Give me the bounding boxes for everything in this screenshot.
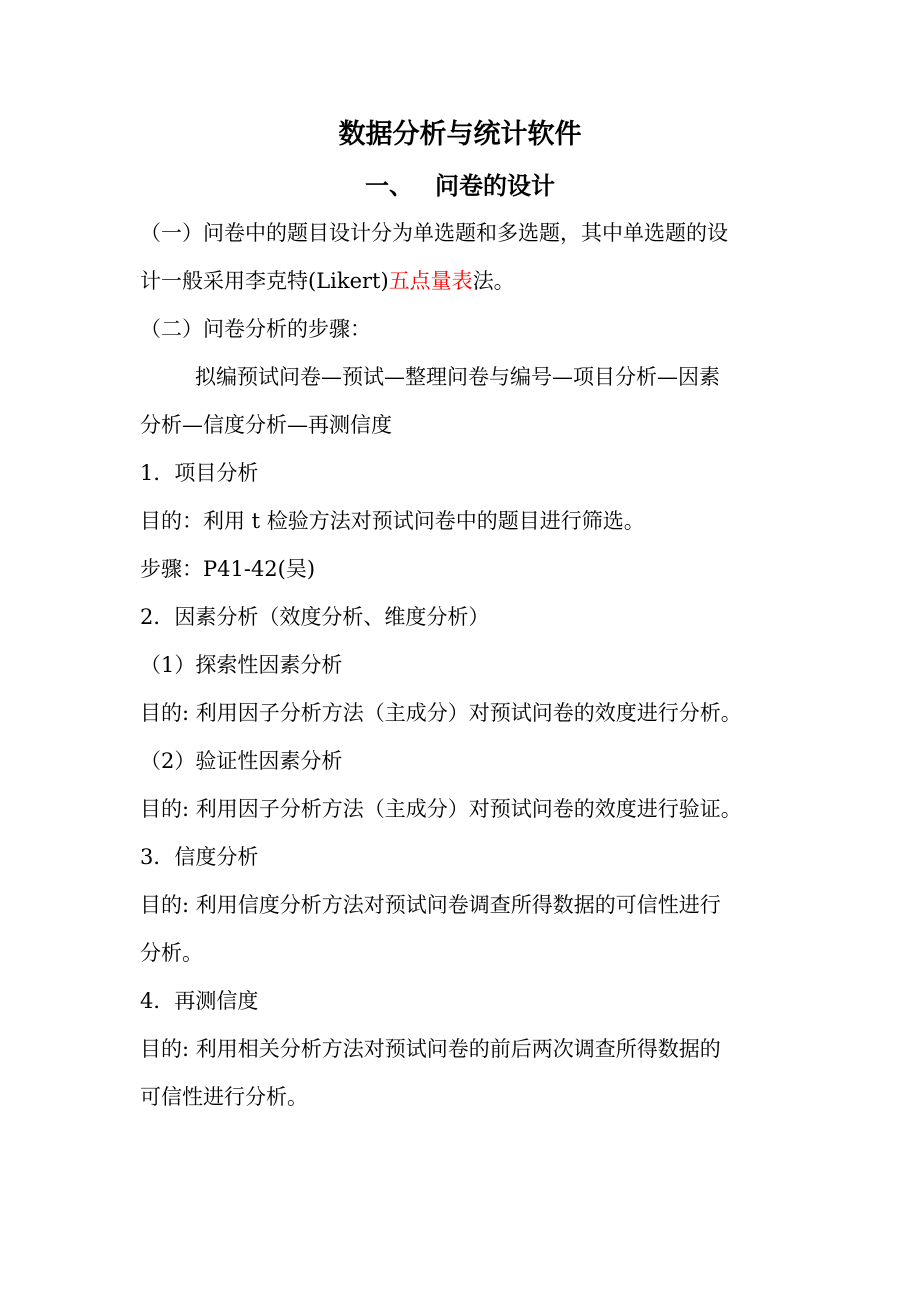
- item1-steps: 步骤：P41-42(吴): [140, 557, 316, 581]
- para1-line2-end: 法。: [472, 269, 515, 293]
- item2-sub2-purpose: 目的: 利用因子分析方法（主成分）对预试问卷的效度进行验证。: [140, 797, 742, 821]
- section-number: 一、: [365, 171, 413, 200]
- item2-sub2-heading: （2）验证性因素分析: [140, 749, 343, 773]
- highlight-five-point-scale: 五点量表: [388, 269, 473, 293]
- item4-purpose-line1: 目的: 利用相关分析方法对预试问卷的前后两次调查所得数据的: [140, 1037, 721, 1061]
- item2-sub1-heading: （1）探索性因素分析: [140, 653, 343, 677]
- section-title: 问卷的设计: [435, 171, 555, 200]
- steps-line2: 分析—信度分析—再测信度: [140, 413, 392, 437]
- item4-heading: 4．再测信度: [140, 989, 259, 1013]
- steps-line1: 拟编预试问卷—预试—整理问卷与编号—项目分析—因素: [195, 365, 720, 389]
- section-heading: [0, 168, 920, 204]
- para1-line1: （一）问卷中的题目设计分为单选题和多选题，其中单选题的设: [140, 221, 728, 245]
- item3-purpose-line2: 分析。: [140, 941, 203, 965]
- para2-heading: （二）问卷分析的步骤：: [140, 317, 371, 341]
- item1-purpose: 目的：利用 t 检验方法对预试问卷中的题目进行筛选。: [140, 509, 645, 533]
- item3-heading: 3．信度分析: [140, 845, 259, 869]
- item1-heading: 1．项目分析: [140, 461, 259, 485]
- document-title: 数据分析与统计软件: [338, 119, 582, 150]
- para1-line2-text: 计一般采用李克特(Likert): [140, 269, 389, 293]
- item3-purpose-line1: 目的: 利用信度分析方法对预试问卷调查所得数据的可信性进行: [140, 893, 721, 917]
- para1-line2: [140, 266, 515, 296]
- item4-purpose-line2: 可信性进行分析。: [140, 1085, 308, 1109]
- item2-heading: 2．因素分析（效度分析、维度分析）: [140, 605, 490, 629]
- item2-sub1-purpose: 目的: 利用因子分析方法（主成分）对预试问卷的效度进行分析。: [140, 701, 742, 725]
